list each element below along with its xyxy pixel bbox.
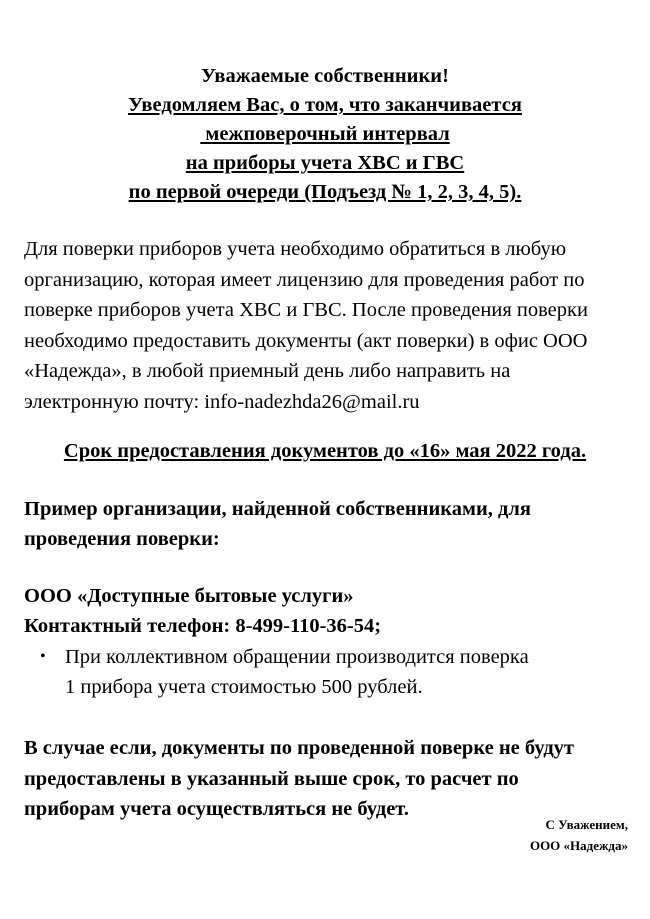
instructions-paragraph <box>24 234 634 417</box>
header-line-3: межповерочный интервал <box>200 123 450 145</box>
signature-closing: С Уважением, <box>545 817 628 832</box>
body-line-5: «Надежда», в любой приемный день либо направить на <box>24 360 511 382</box>
example-line-1: Пример организации, найденной собственниками, для <box>24 498 532 520</box>
header-line-4: на приборы учета ХВС и ГВС <box>185 152 465 174</box>
bullet-icon: • <box>40 648 46 665</box>
contact-phone: Контактный телефон: 8-499-110-36-54; <box>24 615 382 637</box>
bullet-text <box>65 642 645 702</box>
warning-line-2: предоставлены в указанный выше срок, то расчет по <box>24 767 519 790</box>
bullet-line-2: 1 прибора учета стоимостью 500 рублей. <box>65 676 423 698</box>
header-line-5: по первой очереди (Подъезд № 1, 2, 3, 4, 5). <box>128 181 522 203</box>
body-line-3: поверке приборов учета ХВС и ГВС. После проведения поверки <box>24 299 588 321</box>
signature-company: ООО «Надежда» <box>529 838 628 853</box>
organization-block <box>24 581 634 641</box>
warning-line-3: приборам учета осуществляться не будет. <box>24 798 409 820</box>
body-line-1: Для поверки приборов учета необходимо обратиться в любую <box>24 238 567 260</box>
body-line-2: организацию, которая имеет лицензию для проведения работ по <box>24 268 585 291</box>
example-heading <box>24 494 634 554</box>
body-line-6-email: электронную почту: info-nadezhda26@mail.ru <box>24 390 420 413</box>
organization-name: ООО «Доступные бытовые услуги» <box>24 585 354 607</box>
deadline-notice: Срок предоставления документов до «16» мая 2022 года. <box>63 440 587 462</box>
signature-block <box>328 814 628 856</box>
body-line-4: необходимо предоставить документы (акт поверки) в офис ООО <box>24 329 588 352</box>
greeting-line: Уважаемые собственники! <box>201 65 449 87</box>
header-line-2: Уведомляем Вас, о том, что заканчивается <box>128 94 522 116</box>
example-line-2: проведения поверки: <box>24 528 220 550</box>
notice-header <box>0 62 650 207</box>
warning-paragraph <box>24 733 634 825</box>
bullet-line-1: При коллективном обращении производится поверка <box>65 646 529 668</box>
warning-line-1: В случае если, документы по проведенной поверке не будут <box>24 737 575 759</box>
